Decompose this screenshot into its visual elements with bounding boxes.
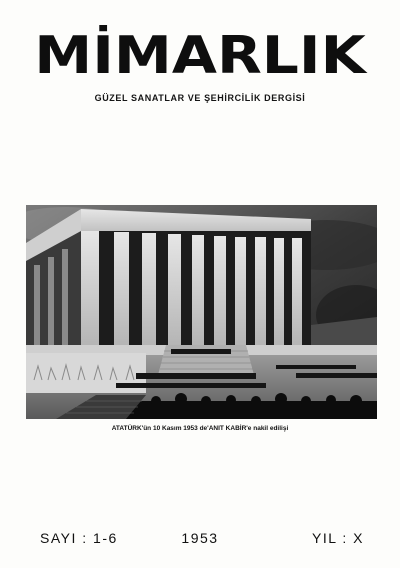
photo-caption: ATATÜRK'ün 10 Kasım 1953 de'ANIT KABİR'e nakil edilişi: [111, 425, 289, 432]
issue-number: SAYI : 1-6: [40, 530, 118, 546]
magazine-title: MİMARLIK: [34, 26, 366, 86]
magazine-subtitle: GÜZEL SANATLAR VE ŞEHİRCİLİK DERGİSİ: [94, 93, 306, 103]
cover-photo: [26, 205, 377, 419]
issue-year: 1953: [181, 530, 219, 546]
volume-number: YIL : X: [311, 530, 364, 546]
mausoleum-photo-illustration: [26, 205, 377, 419]
